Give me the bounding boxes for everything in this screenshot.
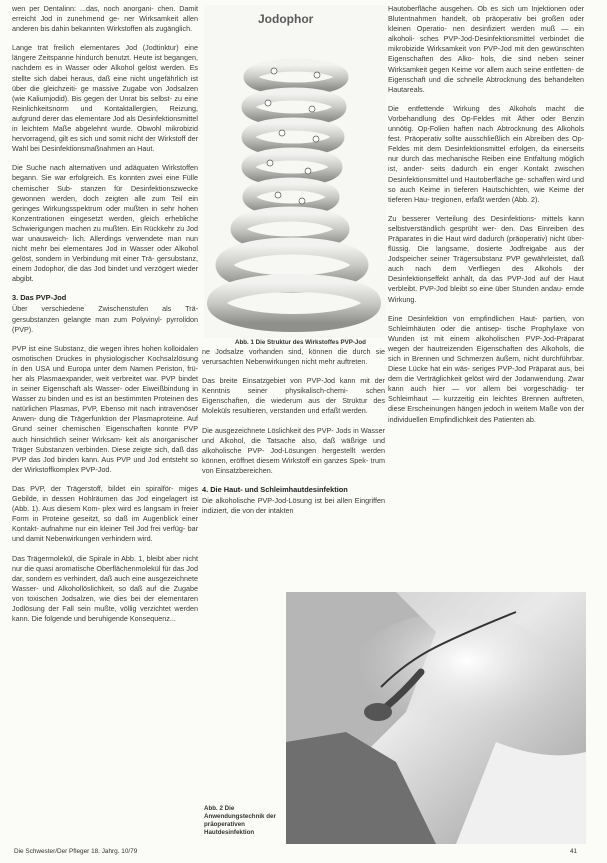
- paragraph: wen per Dentalinn: ...das, noch anorgani- chen. Damit erreicht Jod in zunehmend ge- ner Wirksamkeit allen anderen bis dahin bekannten Wirkstoffen als zugänglich.: [12, 4, 198, 34]
- footer-publication: Die Schwester/Der Pfleger 18. Jahrg. 10/79: [14, 848, 138, 855]
- photo-illustration: [286, 592, 586, 844]
- section-heading-pvp: 3. Das PVP-Jod: [12, 293, 67, 303]
- figure-caption-1: Abb. 1 Die Struktur des Wirkstoffes PVP-Jod: [235, 339, 366, 346]
- paragraph: Die alkoholische PVP-Jod-Lösung ist bei allen Eingriffen indiziert, die von der intakten: [202, 496, 385, 516]
- paragraph: Zu besserer Verteilung des Desinfektions- mittels kann selbstverständlich gesprüht wer- den. Das Einreiben des Präparates in die Haut wird dadurch (präoperativ) nicht über- flüssig. Die langsame, dosierte Jodfreigabe aus der Jodspeicher seiner Trägersubstanz PVP gewährleistet, daß auch nach dem Verfliegen des Alkohols der Desinfektionseffekt anhält, da das PVP-Jod auf der Haut verbleibt. PVP-Jod bleibt so eine über Stunden andau- ernde Wirkung.: [388, 213, 584, 304]
- paragraph: Lange trat freilich elementares Jod (Jodtinktur) eine längere Zeitspanne hindurch benutzt. Heute ist begangen, nachdem es in Wasser oder Alkohol gelöst werden. Es stellte sich dabei heraus, daß eine nicht ungefährlich ist über die gleichzeiti- ge massive Zugabe von Jodsalzen (wie Kaliumjodid). Bis gegen der Unrat bis selbst- zu eine Reinlichkeitsnorm und Kontaktallergien, Reizung, aufgrund derer das elementare Jod als Desinfektionsmittel in leichtem Maße abgelehnt wurde. Obwohl mikrobizid hervorragend, gilt es sich und somit nicht der Wirkstoff der Wahl bei Desinfektionsmaßnahmen an Haut.: [12, 43, 198, 154]
- figure-title: Jodophor: [258, 12, 314, 26]
- paragraph: Das breite Einsatzgebiet von PVP-Jod kann mit der Kenntnis seiner physikalisch-chemi- schen Eigenschaften, die wiederum aus der Struktur des Moleküls resultieren, verstanden und erfaßt werden.: [202, 376, 385, 416]
- paragraph: Hautoberfläche ausgehen. Ob es sich um Injektionen oder Blutentnahmen handelt, ob präoperativ bei großen oder kleinen Operatio- nen desinfiziert werden muß — ein alkoholi- sches PVP-Jod-Desinfektionsmittel verbindet die mikrobizide Wirksamkeit von PVP-Jod mit den gewünschten Eigenschaften des Alko- hols, die sind neben seiner Wirksamkeit gegen Keime vor allem auch seine entfetten- de Eigenschaft und die schnelle Abtrocknung des behandelten Hautareals.: [388, 4, 584, 94]
- text-column-middle: [202, 347, 385, 525]
- photo-skin-disinfection: [286, 592, 586, 844]
- paragraph: Über verschiedene Zwischenstufen als Trä- gersubstanzen gelangte man zum Polyvinyl- pyrrolidon (PVP).: [12, 304, 198, 334]
- paragraph: Das PVP, der Trägerstoff, bildet ein spiralför- miges Gebilde, in dessen Hohlräumen das Jod eingelagert ist (Abb. 1). Aus diesem Kom- plex wird es langsam in freier Form in Proteine geseitzt, so daß im Augenblick einer Kontakt- aufnahme nur ein kleiner Teil Jod frei verfüg- bar und damit Nebenwirkungen verhindern wird.: [12, 483, 198, 544]
- figure-jodophor: [204, 5, 386, 338]
- paragraph: Die ausgezeichnete Löslichkeit des PVP- Jods in Wasser und Alkohol, die Tatsache also, daß wäßrige und alkoholische PVP- Jod-Lösungen hergestellt werden können, eröffnet diesem Wirkstoff ein ganzes Spek- trum von Einsatzbereichen.: [202, 425, 385, 475]
- paragraph: PVP ist eine Substanz, die wegen ihres hohen kolloidalen osmotischen Druckes in physiologischer Kochsalzlösung in den USA und Europa unter dem Namen Periston, frü- her als Plasmaexpander, weit verbreitet war. PVP bindet in seiner Eigenschaft als Wasser- oder Eiweißbindung in Wasser zu binden und es ist an bestimmten Proteinen des natürlichen Plasmas, PVP, Ebenso mit nach intravenöser Anwen- dung die Trägerfunktion der Plasmaproteine. Auf Grund seiner chemischen Eigenschaften konnte PVP auch hinsichtlich seiner Wirksam- keit als anorganischer Träger Substanzen verbinden. Diese zeigte sich, daß das PVP das Jod binden kann. Aus PVP und Jod entsteht so der Wirkstoffkomplex PVP-Jod.: [12, 343, 198, 474]
- text-column-right: [388, 4, 584, 434]
- paragraph: Eine Desinfektion von empfindlichen Haut- partien, von Schleimhäuten oder die antisep- tische Prophylaxe von Wunden ist mit einem alkoholischen PVP-Jod-Präparat wegen der hautreizenden Eigenschaften des Alkohols, die sich in Brennen und Schmerzen äußern, nicht durchführbar. Diese Lücke hat ein wäs- seriges PVP-Jod Präparat aus, bei dem die Verträglichkeit gelöst wird der Jodanwendung. Zwar kann auch hier — vor allem bei vorgeschädig- ter Schleimhaut — kurzzeitig ein leichtes Brennen auftreten, diese Erscheinungen hängen jedoch in weitem Maße von der individuellen Empfindlichkeit des Patienten ab.: [388, 313, 584, 424]
- paragraph: ne Jodsalze vorhanden sind, können die durch sie verursachten Nebenwirkungen nicht mehr auftreten.: [202, 347, 385, 367]
- figure-caption-2: Abb. 2 Die Anwendungstechnik der präoperativen Hautdesinfektion: [204, 805, 276, 836]
- text-column-left: [12, 4, 198, 633]
- page-number: 41: [570, 848, 578, 855]
- paragraph: Die Suche nach alternativen und adäquaten Wirkstoffen begann. Sie war erfolgreich. Es konnten zwei eine Fülle chemischer Sub- stanzen für Desinfektionszwecke gewonnen werden, doch zeigten alle zum Teil ein geringes Wirkungsspektrum oder mußten in sehr hohen Konzentrationen eingesetzt werden, gleich erhebliche Schwierigungen machen zu mußten. Ein Rückkehr zu Jod war unausweich- lich. Allerdings verwendete man nun nicht mehr bei elementares Jod in Wasser oder Alkohol gelöst, sondern in Verbindung mit einer Trä- gersubstanz, einem Jodophor, die das Jod bindet und verzögert wieder abgibt.: [12, 163, 198, 284]
- spring-illustration: [204, 5, 386, 338]
- section-heading-haut: 4. Die Haut- und Schleimhautdesinfektion: [202, 485, 348, 495]
- paragraph: Das Trägermolekül, die Spirale in Abb. 1, bleibt aber nicht nur die quasi aromatische Oberflächenmolekül für das Jod dar, sondern es verhindert, daß auch eine ausgezeichnete Wasser- und Alkohollöslichkeit, so daß auf die Zugabe von toxischen Jodsalzen, wie dies bei der elementaren Jodlösung der Fall sein mußte, völlig verzichtet werden kann. Die folgende und beruhigende Konsequenz...: [12, 553, 198, 624]
- paragraph: Die entfettende Wirkung des Alkohols macht die Vorbehandlung des Op-Feldes mit Äther oder Benzin unnötig. Op-Folien haften nach Abtrocknung des Alkohols fest. Präoperativ sollte ausschließlich ein Abreiben des Op- Feldes mit dem Desinfektionsmittel erfolgen, da einerseits nur durch das mechanische Reiben eine Entfaltung möglich ist, ander- seits dadurch ein enger Kontakt zwischen Desinfektionsmittel und Hautoberfläche ge- schaffen wird und so auch Keime in tieferen Hautschichten, wie Keime der tieferen Hau- tregionen, erfaßt werden (Abb. 2).: [388, 103, 584, 204]
